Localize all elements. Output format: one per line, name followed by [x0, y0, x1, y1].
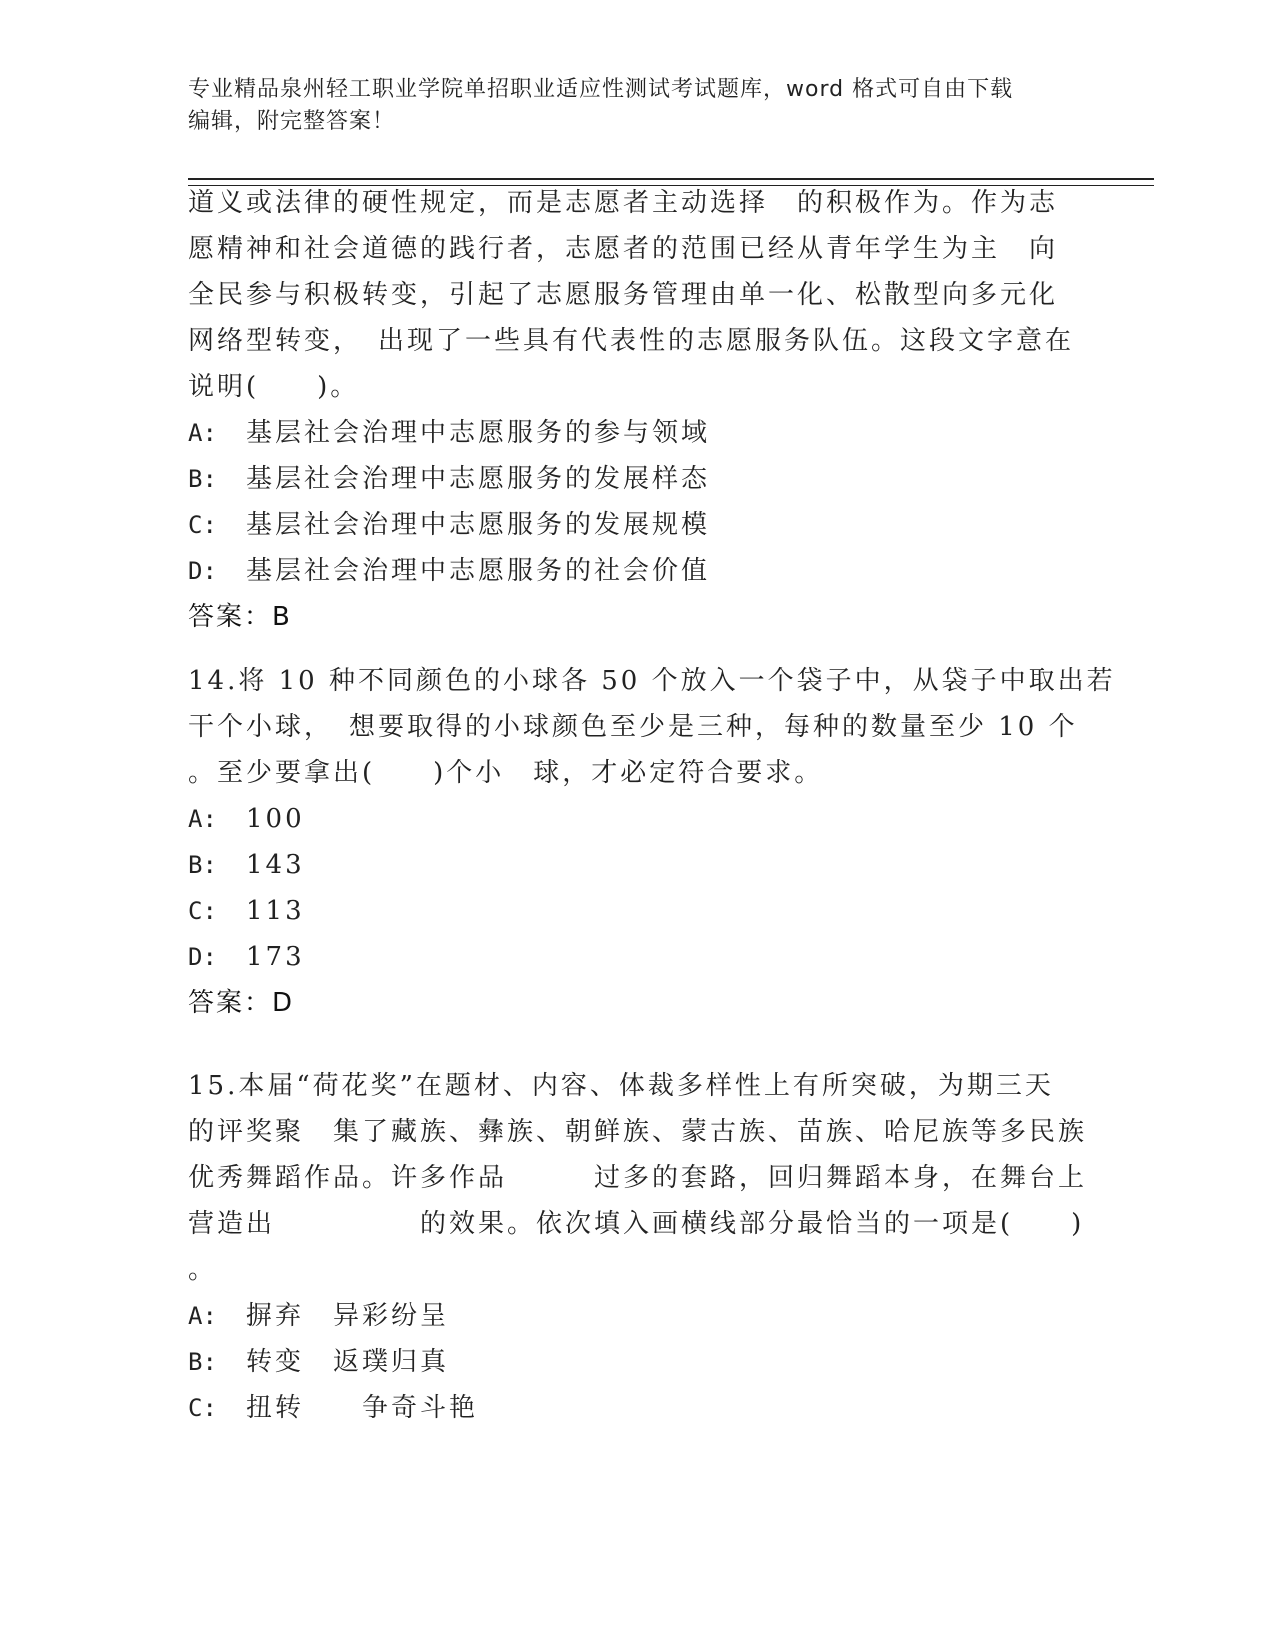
- answer-line: 答案：D: [188, 988, 295, 1018]
- option-text: 基层社会治理中志愿服务的发展规模: [246, 510, 711, 540]
- option-text: 摒弃 异彩纷呈: [246, 1301, 450, 1331]
- question-13: [188, 180, 1088, 640]
- question-text-line: 愿精神和社会道德的践行者，志愿者的范围已经从青年学生为主 向: [188, 234, 1059, 264]
- option-text: 100: [246, 804, 305, 834]
- option-text: 113: [246, 896, 305, 926]
- option-letter: C:: [188, 1394, 217, 1422]
- option-letter: B:: [188, 465, 217, 493]
- question-text-line: 说明( )。: [188, 372, 360, 402]
- question-text-line: 干个小球， 想要取得的小球颜色至少是三种，每种的数量至少 10 个: [188, 712, 1078, 742]
- option-letter: D:: [188, 943, 217, 971]
- option-a: [188, 1293, 1088, 1339]
- question-text-line: 14.将 10 种不同颜色的小球各 50 个放入一个袋子中，从袋子中取出若: [188, 666, 1116, 696]
- question-text-line: 。: [188, 1255, 218, 1285]
- option-c: [188, 888, 1088, 934]
- question-14: [188, 658, 1116, 1026]
- option-text: 扭转 争奇斗艳: [246, 1393, 479, 1423]
- question-text-line: 优秀舞蹈作品。许多作品 过多的套路，回归舞蹈本身，在舞台上: [188, 1163, 1088, 1193]
- question-text-line: 网络型转变， 出现了一些具有代表性的志愿服务队伍。这段文字意在: [188, 326, 1075, 356]
- option-text: 转变 返璞归真: [246, 1347, 450, 1377]
- option-letter: B:: [188, 851, 217, 879]
- option-text: 173: [246, 942, 305, 972]
- option-b: [188, 1339, 1088, 1385]
- option-text: 基层社会治理中志愿服务的社会价值: [246, 556, 711, 586]
- option-c: [188, 1385, 1088, 1431]
- option-letter: A:: [188, 419, 217, 447]
- option-text: 基层社会治理中志愿服务的参与领域: [246, 418, 711, 448]
- question-text-line: 营造出 的效果。依次填入画横线部分最恰当的一项是( ): [188, 1209, 1085, 1239]
- option-text: 143: [246, 850, 305, 880]
- option-b: [188, 842, 1088, 888]
- option-text: 基层社会治理中志愿服务的发展样态: [246, 464, 711, 494]
- question-text-line: 道义或法律的硬性规定，而是志愿者主动选择 的积极作为。作为志: [188, 188, 1059, 218]
- option-d: [188, 548, 1088, 594]
- header-line-2: 编辑，附完整答案！: [188, 109, 396, 134]
- question-text-line: 。至少要拿出( )个小 球，才必定符合要求。: [188, 758, 824, 788]
- option-letter: A:: [188, 1302, 217, 1330]
- question-text-line: 15.本届“荷花奖”在题材、内容、体裁多样性上有所突破，为期三天: [188, 1071, 1054, 1101]
- question-text-line: 全民参与积极转变，引起了志愿服务管理由单一化、松散型向多元化: [188, 280, 1059, 310]
- option-letter: B:: [188, 1348, 217, 1376]
- option-a: [188, 410, 1088, 456]
- option-b: [188, 456, 1088, 502]
- page-header: [188, 74, 1068, 138]
- header-line-1: 专业精品泉州轻工职业学院单招职业适应性测试考试题库，word 格式可自由下载: [188, 77, 1014, 102]
- option-d: [188, 934, 1088, 980]
- option-c: [188, 502, 1088, 548]
- option-letter: C:: [188, 897, 217, 925]
- option-letter: A:: [188, 805, 217, 833]
- question-text-line: 的评奖聚 集了藏族、彝族、朝鲜族、蒙古族、苗族、哈尼族等多民族: [188, 1117, 1088, 1147]
- answer-line: 答案：B: [188, 602, 292, 632]
- option-letter: D:: [188, 557, 217, 585]
- option-a: [188, 796, 1088, 842]
- question-15: [188, 1063, 1088, 1431]
- option-letter: C:: [188, 511, 217, 539]
